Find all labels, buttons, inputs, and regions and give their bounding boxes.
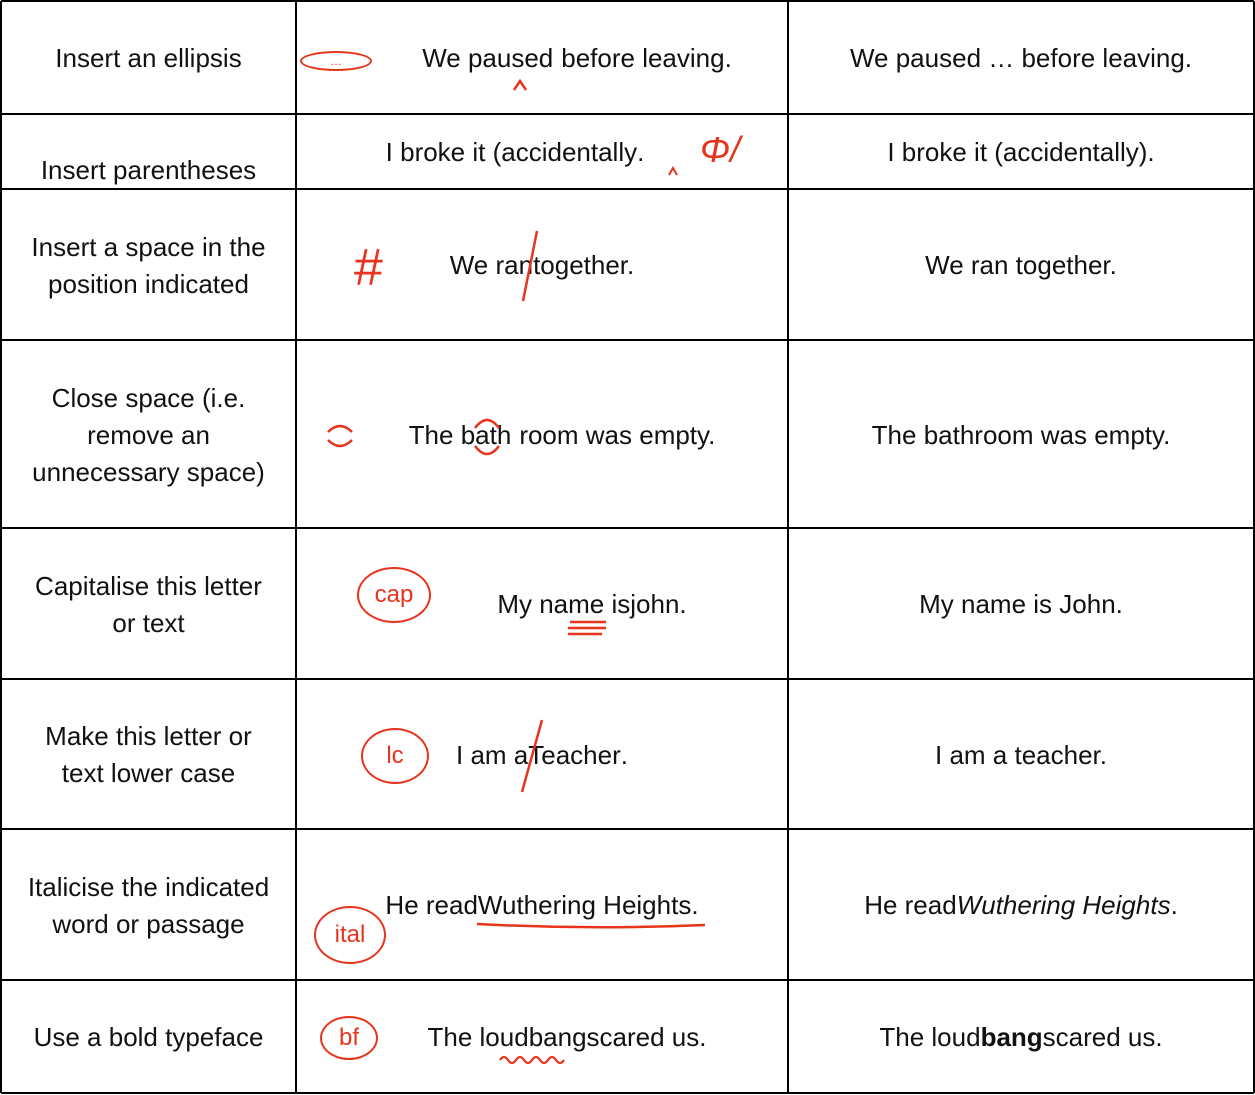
triple-underline-icon (566, 618, 610, 638)
caret-insert-icon (667, 165, 679, 177)
example-text-marked: Wuthering Heights (477, 890, 692, 920)
bold-wavy-underline-icon (498, 1054, 566, 1066)
description-line: position indicated (48, 268, 249, 299)
description-line: unnecessary space) (32, 456, 265, 487)
row-lowercase-corrected: I am a teacher. (935, 739, 1107, 770)
row-bold-corrected (789, 982, 1253, 1093)
description-line: remove an (87, 419, 210, 450)
space-stroke-icon (518, 229, 542, 303)
row-close-space-corrected: The bathroom was empty. (871, 419, 1171, 450)
example-text-marked: bang (528, 1022, 587, 1052)
row-italic-description (2, 831, 295, 980)
space-mark-icon: # (354, 239, 383, 297)
row-space-description (2, 191, 295, 340)
row-ellipsis-description: Insert an ellipsis (55, 42, 242, 73)
example-text-marked: john (630, 589, 680, 619)
row-italic-corrected (789, 831, 1253, 980)
row-close-space-description (2, 342, 295, 528)
example-text-after: . (691, 890, 699, 920)
example-text-marked: Teacher (528, 739, 621, 770)
corrected-text-after: scared us. (1042, 1022, 1163, 1052)
example-text-before: The bath (408, 419, 512, 450)
corrected-text-before: The loud (879, 1022, 981, 1052)
row-capitalise-corrected: My name is John. (919, 589, 1123, 619)
italic-mark-icon: ital (314, 906, 386, 964)
example-text-before: I am a (456, 739, 529, 770)
example-text-before: We paused (422, 42, 554, 73)
description-line: Close space (i.e. (51, 382, 246, 413)
example-text-after: . (679, 589, 687, 619)
row-parentheses-description: Insert parentheses (40, 155, 257, 185)
italic-underline-icon (474, 918, 708, 932)
ellipsis-mark-icon: … (300, 51, 372, 71)
example-text-after: scared us. (586, 1022, 707, 1052)
description-line: Make this letter or (45, 721, 252, 751)
row-lowercase-description (2, 681, 295, 829)
bold-mark-icon: bf (320, 1016, 378, 1060)
example-text-after: . (637, 137, 645, 167)
description-line: Insert a space in the (31, 231, 266, 262)
capitalise-mark-icon: cap (357, 567, 431, 623)
caret-insert-icon (512, 78, 528, 92)
description-line: or text (112, 607, 185, 638)
example-text-after: before leaving. (561, 42, 732, 73)
example-text-after: room was empty. (519, 419, 716, 450)
lowercase-stroke-icon (516, 718, 546, 794)
close-space-inline-icon (472, 414, 502, 460)
description-line: word or passage (52, 908, 245, 939)
description-line: text lower case (61, 758, 236, 788)
example-text-after: . (620, 739, 628, 770)
row-bold-example (297, 982, 787, 1093)
example-text-before: He read (385, 890, 478, 920)
parentheses-mark-icon: Φ/ (700, 129, 741, 170)
example-text-after: together. (533, 250, 635, 280)
row-space-example (297, 191, 787, 340)
row-close-space-example (297, 342, 787, 528)
row-capitalise-example (297, 530, 787, 679)
lowercase-mark-icon: lc (361, 728, 429, 784)
row-parentheses-corrected: I broke it (accidentally). (887, 137, 1155, 167)
row-capitalise-description (2, 530, 295, 679)
example-text-before: I broke it (accidentally (385, 137, 638, 167)
description-line: Italicise the indicated (27, 871, 270, 902)
row-ellipsis-corrected: We paused … before leaving. (849, 42, 1193, 73)
example-text-before: We ran (449, 250, 534, 280)
corrected-text-after: . (1170, 890, 1178, 920)
example-text-before: The loud (427, 1022, 529, 1052)
row-space-corrected: We ran together. (925, 250, 1117, 280)
description-line: Capitalise this letter (35, 570, 262, 601)
corrected-text-bold: bang (980, 1022, 1043, 1052)
corrected-text-italic: Wuthering Heights (956, 890, 1171, 920)
corrected-text-before: He read (864, 890, 957, 920)
row-bold-description: Use a bold typeface (33, 1022, 264, 1052)
example-text-before: My name is (497, 589, 631, 619)
